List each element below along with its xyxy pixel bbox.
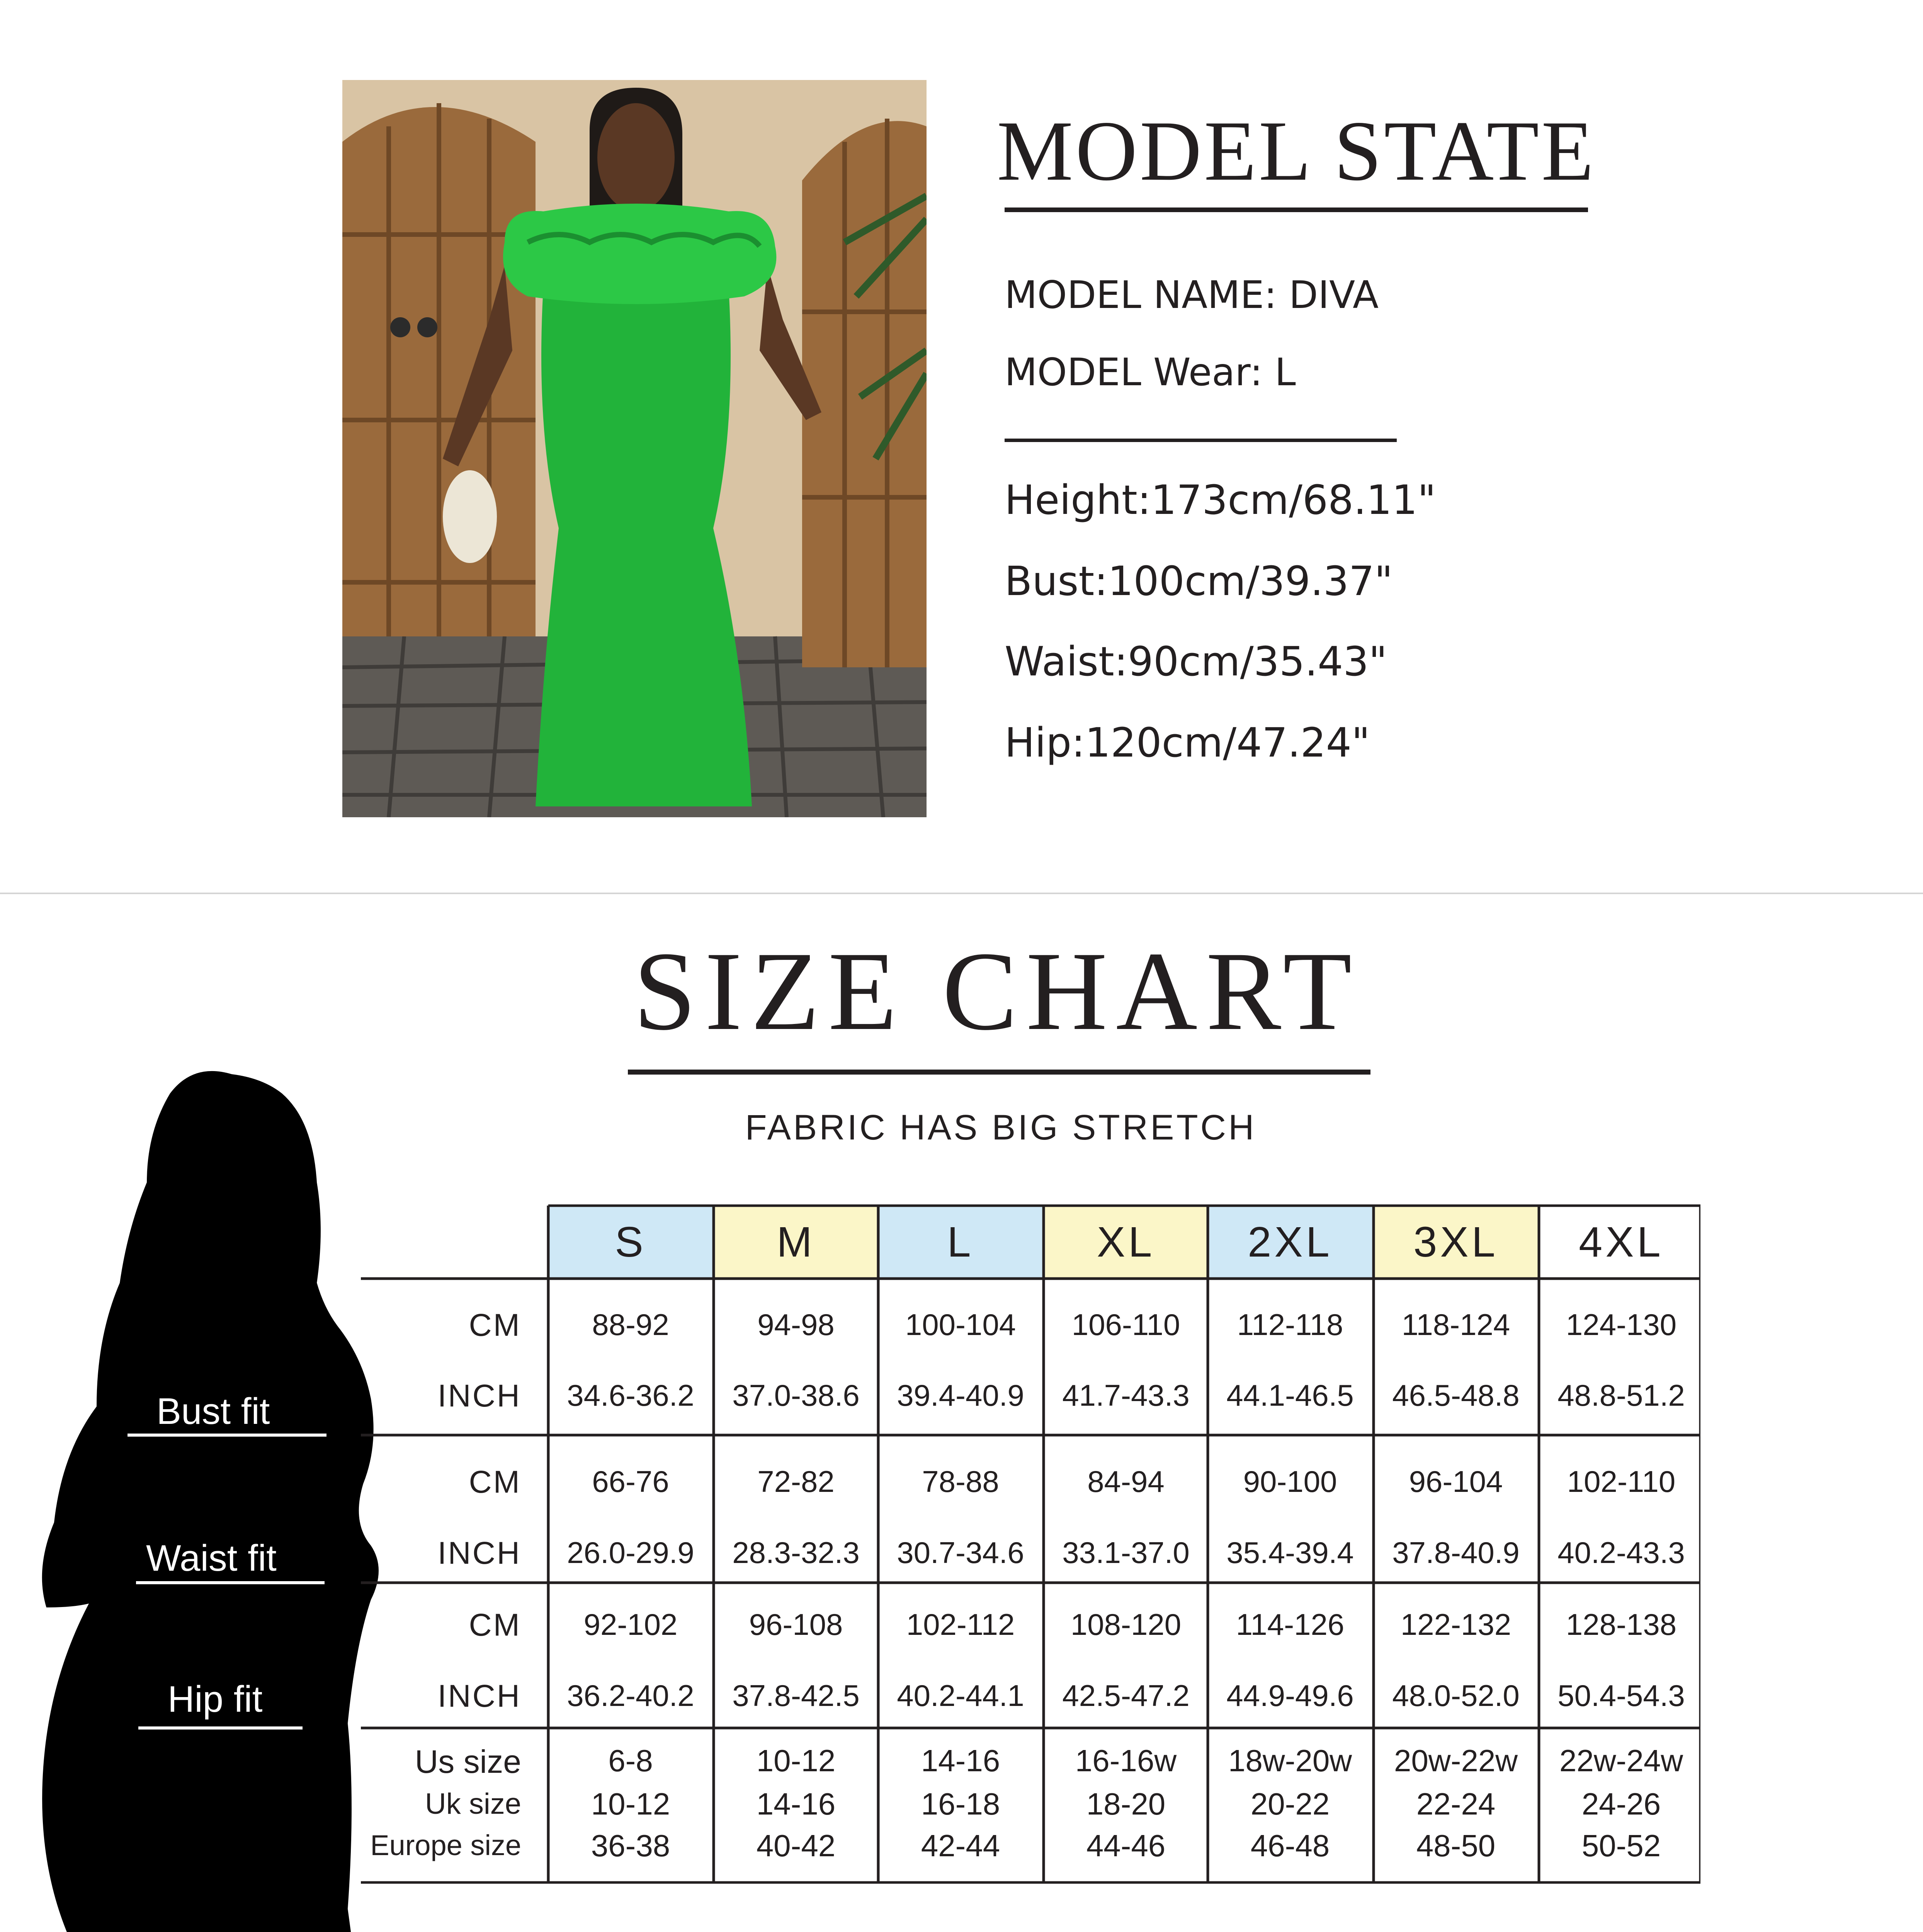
model-state-title-underline (1005, 207, 1588, 212)
size-header-cell: M (777, 1218, 815, 1266)
waist-cm-cell: 102-110 (1567, 1464, 1676, 1498)
size-chart-title-underline (628, 1070, 1370, 1075)
model-wear-size: MODEL Wear: L (1005, 350, 1296, 395)
waist-inch-cell: 28.3-32.3 (732, 1536, 860, 1570)
waist-fit-marker (136, 1581, 325, 1584)
hip-inch-cell: 48.0-52.0 (1392, 1679, 1520, 1713)
us-size-cell: 14-16 (921, 1743, 1000, 1778)
model-waist: Waist:90cm/35.43" (1005, 638, 1387, 685)
hip-inch-cell: 36.2-40.2 (567, 1679, 694, 1713)
hip-cm-cell: 114-126 (1236, 1607, 1345, 1641)
bust-cm-cell: 118-124 (1401, 1308, 1510, 1342)
bust-inch-cell: 44.1-46.5 (1226, 1378, 1354, 1412)
model-state-title: MODEL STATE (997, 104, 1596, 199)
bust-cm-cell: 106-110 (1071, 1308, 1180, 1342)
us-size-cell: 20w-22w (1394, 1743, 1518, 1778)
hip-fit-label: Hip fit (168, 1679, 263, 1720)
waist-cm-cell: 72-82 (757, 1464, 835, 1498)
hip-inch-label: INCH (437, 1679, 521, 1714)
bust-inch-cell: 34.6-36.2 (567, 1378, 694, 1412)
us-size-cell: 22w-24w (1559, 1743, 1683, 1778)
europe-size-cell: 48-50 (1416, 1828, 1496, 1863)
hip-cm-label: CM (469, 1607, 521, 1643)
size-header-cell: 4XL (1579, 1218, 1664, 1266)
uk-size-cell: 22-24 (1416, 1787, 1496, 1821)
bust-cm-cell: 100-104 (905, 1308, 1016, 1342)
hip-inch-cell: 42.5-47.2 (1062, 1679, 1190, 1713)
us-size-cell: 16-16w (1075, 1743, 1177, 1778)
size-header-cell: S (615, 1218, 646, 1266)
europe-size-cell: 42-44 (921, 1828, 1000, 1863)
waist-cm-cell: 66-76 (592, 1464, 669, 1498)
size-table (361, 1204, 1700, 1884)
section-divider (0, 893, 1923, 894)
size-header-cell: XL (1097, 1218, 1155, 1266)
us-size-cell: 10-12 (756, 1743, 836, 1778)
hip-inch-cell: 50.4-54.3 (1557, 1679, 1685, 1713)
model-state-divider (1005, 439, 1397, 442)
hip-fit-marker (138, 1726, 303, 1730)
bust-inch-cell: 41.7-43.3 (1062, 1378, 1190, 1412)
waist-cm-cell: 84-94 (1087, 1464, 1165, 1498)
hip-cm-cell: 128-138 (1566, 1607, 1677, 1641)
bust-fit-marker (128, 1434, 326, 1437)
waist-inch-label: INCH (437, 1536, 521, 1571)
waist-cm-cell: 78-88 (922, 1464, 999, 1498)
model-photo (342, 80, 927, 817)
bust-fit-label: Bust fit (156, 1391, 270, 1432)
us-size-cell: 18w-20w (1228, 1743, 1352, 1778)
size-chart-title: SIZE CHART (633, 929, 1360, 1054)
bust-cm-cell: 112-118 (1237, 1308, 1343, 1342)
bust-inch-cell: 39.4-40.9 (897, 1378, 1024, 1412)
waist-fit-label: Waist fit (146, 1537, 277, 1579)
size-chart-subtitle: FABRIC HAS BIG STRETCH (745, 1108, 1256, 1147)
model-photo-illustration (342, 80, 927, 817)
europe-size-cell: 44-46 (1086, 1828, 1166, 1863)
bust-inch-cell: 48.8-51.2 (1557, 1378, 1685, 1412)
bust-inch-cell: 37.0-38.6 (732, 1378, 860, 1412)
bust-cm-label: CM (469, 1308, 521, 1343)
waist-inch-cell: 30.7-34.6 (897, 1536, 1024, 1570)
model-name: MODEL NAME: DIVA (1005, 273, 1379, 317)
hip-cm-cell: 102-112 (906, 1607, 1015, 1641)
uk-size-cell: 24-26 (1581, 1787, 1661, 1821)
hip-cm-cell: 96-108 (749, 1607, 843, 1641)
bust-cm-cell: 124-130 (1566, 1308, 1677, 1342)
hip-inch-cell: 44.9-49.6 (1226, 1679, 1354, 1713)
waist-inch-cell: 33.1-37.0 (1062, 1536, 1190, 1570)
europe-size-cell: 36-38 (591, 1828, 670, 1863)
waist-cm-cell: 90-100 (1243, 1464, 1337, 1498)
hip-cm-cell: 108-120 (1070, 1607, 1182, 1641)
us-size-cell: 6-8 (608, 1743, 653, 1778)
waist-inch-cell: 37.8-40.9 (1392, 1536, 1520, 1570)
model-height: Height:173cm/68.11" (1005, 476, 1436, 524)
uk-size-label: Uk size (425, 1787, 521, 1820)
europe-size-cell: 40-42 (756, 1828, 836, 1863)
model-hip: Hip:120cm/47.24" (1005, 719, 1370, 766)
europe-size-cell: 50-52 (1581, 1828, 1661, 1863)
hip-inch-cell: 40.2-44.1 (897, 1679, 1024, 1713)
uk-size-cell: 14-16 (756, 1787, 836, 1821)
waist-inch-cell: 40.2-43.3 (1557, 1536, 1685, 1570)
size-header-cell: L (947, 1218, 974, 1266)
waist-inch-cell: 26.0-29.9 (567, 1536, 694, 1570)
bust-inch-cell: 46.5-48.8 (1392, 1378, 1520, 1412)
size-header-cell: 3XL (1413, 1218, 1498, 1266)
bust-cm-cell: 94-98 (757, 1308, 835, 1342)
waist-cm-cell: 96-104 (1409, 1464, 1503, 1498)
model-bust: Bust:100cm/39.37" (1005, 558, 1393, 605)
bust-inch-label: INCH (437, 1378, 521, 1413)
size-header-cell: 2XL (1248, 1218, 1333, 1266)
uk-size-cell: 20-22 (1250, 1787, 1330, 1821)
uk-size-cell: 10-12 (591, 1787, 670, 1821)
hip-inch-cell: 37.8-42.5 (732, 1679, 860, 1713)
us-size-label: Us size (415, 1743, 521, 1780)
hip-cm-cell: 122-132 (1400, 1607, 1512, 1641)
uk-size-cell: 18-20 (1086, 1787, 1166, 1821)
europe-size-cell: 46-48 (1250, 1828, 1330, 1863)
hip-cm-cell: 92-102 (583, 1607, 678, 1641)
waist-inch-cell: 35.4-39.4 (1226, 1536, 1354, 1570)
bust-cm-cell: 88-92 (592, 1308, 669, 1342)
waist-cm-label: CM (469, 1464, 521, 1500)
uk-size-cell: 16-18 (921, 1787, 1000, 1821)
europe-size-label: Europe size (370, 1829, 521, 1861)
